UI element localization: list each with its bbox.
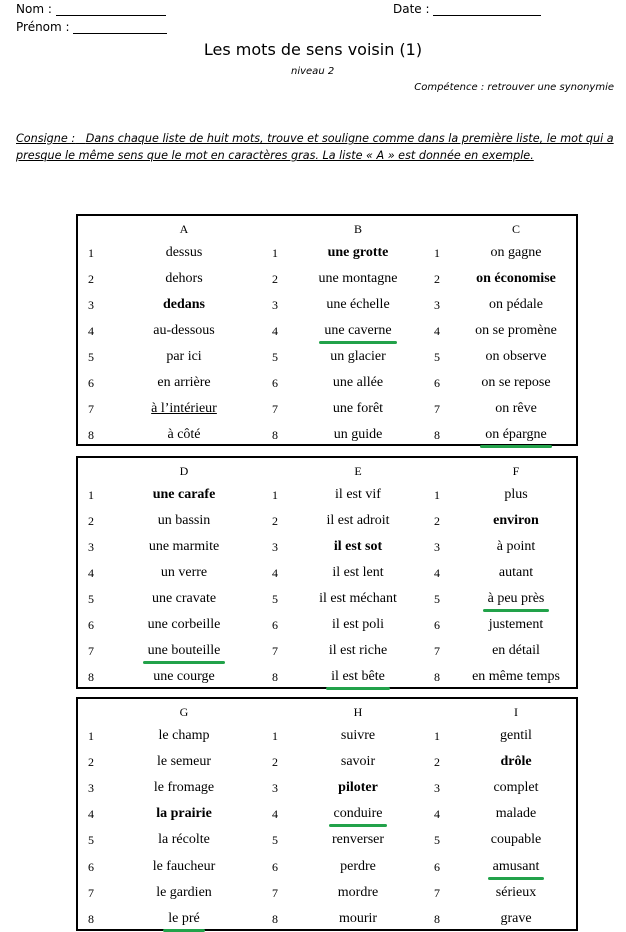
word-marked: amusant bbox=[493, 854, 540, 880]
word: on gagne bbox=[490, 245, 542, 260]
item-number: 4 bbox=[434, 807, 440, 822]
table-row bbox=[78, 292, 576, 318]
word: en même temps bbox=[472, 669, 560, 684]
word-cell-f[interactable] bbox=[456, 638, 576, 664]
item-number: 6 bbox=[88, 859, 94, 874]
table-row bbox=[78, 318, 576, 344]
word: le faucheur bbox=[152, 858, 216, 874]
item-number: 4 bbox=[434, 566, 440, 580]
item-number: 3 bbox=[272, 298, 278, 312]
word-cell-a[interactable] bbox=[124, 422, 244, 448]
word: une échelle bbox=[326, 297, 390, 312]
item-number: 4 bbox=[88, 807, 94, 822]
word-cell-i[interactable] bbox=[456, 749, 576, 775]
item-number: 7 bbox=[88, 644, 94, 658]
niveau-label: niveau 2 bbox=[291, 66, 335, 77]
item-number: 3 bbox=[88, 298, 94, 312]
item-number: 7 bbox=[434, 402, 440, 416]
word: une allée bbox=[332, 375, 384, 390]
word-cell-c[interactable] bbox=[456, 370, 576, 396]
word-cell-a[interactable] bbox=[124, 396, 244, 422]
list-letter-b: B bbox=[353, 222, 362, 236]
word: dedans bbox=[162, 297, 206, 312]
table-row bbox=[78, 775, 576, 801]
competence-label: Compétence : retrouver une synonymie bbox=[414, 82, 614, 93]
word-cell-f[interactable] bbox=[456, 560, 576, 586]
word: justement bbox=[488, 617, 544, 632]
item-number: 7 bbox=[272, 402, 278, 416]
item-number: 6 bbox=[272, 859, 278, 874]
word: en détail bbox=[492, 643, 540, 658]
word-cell-a[interactable] bbox=[124, 318, 244, 344]
word: en arrière bbox=[157, 375, 211, 390]
word-cell-e[interactable] bbox=[298, 482, 418, 508]
word-cell-b[interactable] bbox=[298, 240, 418, 266]
word-cell-b[interactable] bbox=[298, 318, 418, 344]
word: à l’intérieur bbox=[151, 401, 217, 416]
page-title: Les mots de sens voisin (1) bbox=[203, 40, 423, 59]
word-cell-h[interactable] bbox=[298, 723, 418, 749]
item-number: 4 bbox=[272, 566, 278, 580]
word-cell-g[interactable] bbox=[124, 775, 244, 801]
item-number: 6 bbox=[272, 618, 278, 632]
word-cell-d[interactable] bbox=[124, 586, 244, 612]
item-number: 2 bbox=[434, 514, 440, 528]
word: une forêt bbox=[332, 401, 384, 416]
item-number: 8 bbox=[88, 911, 94, 926]
word-cell-g[interactable] bbox=[124, 801, 244, 827]
word: suivre bbox=[340, 728, 376, 743]
word: il est sot bbox=[333, 539, 383, 554]
word: une corbeille bbox=[147, 617, 221, 632]
word: dehors bbox=[165, 271, 203, 286]
item-number: 2 bbox=[88, 514, 94, 528]
item-number: 4 bbox=[434, 324, 440, 338]
word-cell-h[interactable] bbox=[298, 880, 418, 906]
table-row bbox=[78, 854, 576, 880]
word-cell-h[interactable] bbox=[298, 775, 418, 801]
item-number: 2 bbox=[88, 272, 94, 286]
item-number: 3 bbox=[434, 298, 440, 312]
table-row bbox=[78, 508, 576, 534]
item-number: 1 bbox=[434, 246, 440, 260]
item-number: 7 bbox=[88, 402, 94, 416]
table-row bbox=[78, 266, 576, 292]
word-cell-a[interactable] bbox=[124, 344, 244, 370]
word: mourir bbox=[338, 910, 378, 926]
item-number: 1 bbox=[272, 729, 278, 743]
item-number: 7 bbox=[272, 644, 278, 658]
word: au-dessous bbox=[153, 323, 215, 338]
date-line[interactable] bbox=[433, 2, 541, 16]
list-letter-a: A bbox=[179, 222, 189, 236]
table-row bbox=[78, 749, 576, 775]
word: une carafe bbox=[152, 487, 216, 502]
word: la prairie bbox=[156, 806, 212, 822]
word-cell-h[interactable] bbox=[298, 749, 418, 775]
table-row bbox=[78, 612, 576, 638]
word: dessus bbox=[165, 245, 203, 260]
date-label: Date : bbox=[393, 2, 430, 16]
word-cell-a[interactable] bbox=[124, 266, 244, 292]
word: autant bbox=[498, 565, 534, 580]
item-number: 1 bbox=[88, 488, 94, 502]
item-number: 6 bbox=[88, 376, 94, 390]
word-cell-h[interactable] bbox=[298, 801, 418, 827]
word: une marmite bbox=[148, 539, 220, 554]
word-cell-d[interactable] bbox=[124, 482, 244, 508]
consigne-text: Dans chaque liste de huit mots, trouve et souligne comme dans la première liste, le mot qui a presque le même sens que le mot en caractères gras. La liste « A » est donnée en exemple. bbox=[16, 132, 614, 162]
item-number: 5 bbox=[272, 833, 278, 848]
word: complet bbox=[493, 780, 539, 796]
word-marked: conduire bbox=[334, 801, 383, 827]
word-cell-c[interactable] bbox=[456, 240, 576, 266]
word-cell-i[interactable] bbox=[456, 723, 576, 749]
word-cell-c[interactable] bbox=[456, 292, 576, 318]
consigne bbox=[16, 130, 614, 164]
nom-field bbox=[16, 2, 166, 16]
word: plus bbox=[504, 487, 528, 502]
list-letter-c: C bbox=[511, 222, 520, 236]
list-header-row bbox=[78, 458, 576, 484]
word: le semeur bbox=[156, 754, 212, 770]
word-cell-c[interactable] bbox=[456, 344, 576, 370]
word-marked: il est bête bbox=[331, 664, 385, 690]
item-number: 6 bbox=[434, 376, 440, 390]
word-cell-h[interactable] bbox=[298, 827, 418, 853]
word-cell-e[interactable] bbox=[298, 638, 418, 664]
word-cell-e[interactable] bbox=[298, 612, 418, 638]
word: savoir bbox=[340, 754, 376, 770]
item-number: 8 bbox=[434, 911, 440, 926]
item-number: 6 bbox=[434, 859, 440, 874]
item-number: 1 bbox=[434, 729, 440, 743]
word: piloter bbox=[338, 780, 378, 796]
word: un guide bbox=[333, 427, 383, 442]
word-cell-b[interactable] bbox=[298, 396, 418, 422]
nom-line[interactable] bbox=[56, 2, 166, 16]
table-row bbox=[78, 240, 576, 266]
word: grave bbox=[500, 910, 532, 926]
word: renverser bbox=[331, 832, 385, 848]
word: il est méchant bbox=[319, 591, 397, 606]
word: on se promène bbox=[475, 323, 557, 338]
word-cell-d[interactable] bbox=[124, 664, 244, 690]
item-number: 8 bbox=[272, 670, 278, 684]
table-row bbox=[78, 906, 576, 932]
word-cell-i[interactable] bbox=[456, 775, 576, 801]
item-number: 3 bbox=[434, 781, 440, 796]
word-cell-e[interactable] bbox=[298, 508, 418, 534]
list-header-row bbox=[78, 216, 576, 242]
table-row bbox=[78, 370, 576, 396]
item-number: 5 bbox=[88, 350, 94, 364]
table-row bbox=[78, 664, 576, 690]
word-cell-c[interactable] bbox=[456, 396, 576, 422]
list-letter-e: E bbox=[354, 464, 362, 478]
word: perdre bbox=[340, 858, 376, 874]
word-cell-a[interactable] bbox=[124, 240, 244, 266]
word-cell-i[interactable] bbox=[456, 906, 576, 932]
word: la récolte bbox=[158, 832, 210, 848]
word: environ bbox=[493, 513, 539, 528]
prenom-line[interactable] bbox=[73, 20, 167, 34]
item-number: 2 bbox=[272, 755, 278, 770]
word: le fromage bbox=[153, 780, 215, 796]
word: on observe bbox=[485, 349, 547, 364]
list-letter-d: D bbox=[179, 464, 189, 478]
word: une montagne bbox=[318, 271, 398, 286]
word: on se repose bbox=[481, 375, 551, 390]
item-number: 3 bbox=[272, 781, 278, 796]
word: il est adroit bbox=[326, 513, 390, 528]
word-cell-a[interactable] bbox=[124, 370, 244, 396]
list-letter-f: F bbox=[512, 464, 520, 478]
item-number: 8 bbox=[88, 428, 94, 442]
word-cell-g[interactable] bbox=[124, 723, 244, 749]
word-cell-b[interactable] bbox=[298, 344, 418, 370]
item-number: 2 bbox=[434, 755, 440, 770]
word-cell-e[interactable] bbox=[298, 664, 418, 690]
word: un glacier bbox=[330, 349, 386, 364]
word-cell-d[interactable] bbox=[124, 534, 244, 560]
word: par ici bbox=[166, 349, 202, 364]
table-row bbox=[78, 534, 576, 560]
word: on pédale bbox=[488, 297, 544, 312]
item-number: 7 bbox=[434, 885, 440, 900]
word-cell-d[interactable] bbox=[124, 638, 244, 664]
word: un bassin bbox=[157, 513, 211, 528]
item-number: 2 bbox=[272, 272, 278, 286]
word-cell-f[interactable] bbox=[456, 664, 576, 690]
word-cell-c[interactable] bbox=[456, 422, 576, 448]
item-number: 2 bbox=[272, 514, 278, 528]
word-marked: une bouteille bbox=[148, 638, 221, 664]
item-number: 4 bbox=[88, 566, 94, 580]
word: sérieux bbox=[495, 884, 537, 900]
word-cell-g[interactable] bbox=[124, 749, 244, 775]
list-letter-h: H bbox=[353, 705, 363, 719]
item-number: 4 bbox=[272, 807, 278, 822]
list-header-row bbox=[78, 699, 576, 725]
word-cell-h[interactable] bbox=[298, 854, 418, 880]
item-number: 8 bbox=[272, 428, 278, 442]
table-row bbox=[78, 827, 576, 853]
word: malade bbox=[495, 806, 537, 822]
word: on économise bbox=[476, 271, 556, 286]
table-row bbox=[78, 880, 576, 906]
list-letter-i: I bbox=[514, 705, 518, 719]
word-cell-g[interactable] bbox=[124, 854, 244, 880]
word-cell-f[interactable] bbox=[456, 508, 576, 534]
word: une grotte bbox=[327, 245, 389, 260]
word: le champ bbox=[158, 728, 210, 743]
word-cell-d[interactable] bbox=[124, 560, 244, 586]
word-cell-e[interactable] bbox=[298, 560, 418, 586]
item-number: 7 bbox=[88, 885, 94, 900]
word: il est vif bbox=[335, 487, 381, 502]
word-cell-a[interactable] bbox=[124, 292, 244, 318]
word: à côté bbox=[167, 427, 201, 442]
word-cell-f[interactable] bbox=[456, 612, 576, 638]
word: une cravate bbox=[151, 591, 217, 606]
item-number: 5 bbox=[88, 592, 94, 606]
item-number: 8 bbox=[88, 670, 94, 684]
item-number: 8 bbox=[272, 911, 278, 926]
word: mordre bbox=[337, 884, 379, 900]
word-cell-i[interactable] bbox=[456, 880, 576, 906]
word: il est poli bbox=[331, 617, 385, 632]
word: coupable bbox=[490, 832, 542, 848]
item-number: 8 bbox=[434, 670, 440, 684]
prenom-label: Prénom : bbox=[16, 20, 70, 34]
word-cell-c[interactable] bbox=[456, 318, 576, 344]
item-number: 6 bbox=[272, 376, 278, 390]
word-cell-b[interactable] bbox=[298, 422, 418, 448]
item-number: 3 bbox=[88, 781, 94, 796]
word-cell-g[interactable] bbox=[124, 827, 244, 853]
item-number: 4 bbox=[88, 324, 94, 338]
table-row bbox=[78, 560, 576, 586]
word: le gardien bbox=[156, 884, 212, 900]
item-number: 2 bbox=[88, 755, 94, 770]
table-row bbox=[78, 586, 576, 612]
item-number: 3 bbox=[272, 540, 278, 554]
word-cell-d[interactable] bbox=[124, 508, 244, 534]
word-cell-b[interactable] bbox=[298, 292, 418, 318]
list-letter-g: G bbox=[179, 705, 189, 719]
table-row bbox=[78, 344, 576, 370]
word-marked: on épargne bbox=[485, 422, 547, 448]
table-a-b-c bbox=[76, 214, 578, 446]
item-number: 5 bbox=[434, 833, 440, 848]
word-cell-e[interactable] bbox=[298, 586, 418, 612]
word: un verre bbox=[160, 565, 208, 580]
item-number: 1 bbox=[434, 488, 440, 502]
word-marked: une caverne bbox=[324, 318, 391, 344]
word-cell-c[interactable] bbox=[456, 266, 576, 292]
word-cell-f[interactable] bbox=[456, 586, 576, 612]
word: on rêve bbox=[495, 401, 537, 416]
word: gentil bbox=[500, 728, 532, 743]
item-number: 5 bbox=[434, 592, 440, 606]
word-cell-f[interactable] bbox=[456, 482, 576, 508]
date-field bbox=[393, 2, 541, 16]
table-row bbox=[78, 801, 576, 827]
item-number: 1 bbox=[88, 729, 94, 743]
word: il est riche bbox=[328, 643, 388, 658]
word-cell-i[interactable] bbox=[456, 854, 576, 880]
item-number: 7 bbox=[434, 644, 440, 658]
table-g-h-i bbox=[76, 697, 578, 931]
table-row bbox=[78, 482, 576, 508]
word-cell-b[interactable] bbox=[298, 370, 418, 396]
word-cell-g[interactable] bbox=[124, 880, 244, 906]
item-number: 7 bbox=[272, 885, 278, 900]
word-cell-i[interactable] bbox=[456, 827, 576, 853]
item-number: 5 bbox=[272, 592, 278, 606]
item-number: 4 bbox=[272, 324, 278, 338]
consigne-label: Consigne : bbox=[16, 132, 76, 145]
word: il est lent bbox=[332, 565, 384, 580]
word-cell-i[interactable] bbox=[456, 801, 576, 827]
item-number: 1 bbox=[88, 246, 94, 260]
word-cell-e[interactable] bbox=[298, 534, 418, 560]
item-number: 1 bbox=[272, 488, 278, 502]
word-cell-d[interactable] bbox=[124, 612, 244, 638]
word: une courge bbox=[153, 669, 215, 684]
table-row bbox=[78, 396, 576, 422]
prenom-field bbox=[16, 20, 167, 34]
table-row bbox=[78, 422, 576, 448]
word-marked: à peu près bbox=[488, 586, 545, 612]
table-row bbox=[78, 638, 576, 664]
word-marked: le pré bbox=[168, 906, 199, 932]
item-number: 3 bbox=[88, 540, 94, 554]
item-number: 5 bbox=[88, 833, 94, 848]
word-cell-f[interactable] bbox=[456, 534, 576, 560]
word-cell-g[interactable] bbox=[124, 906, 244, 932]
word-cell-h[interactable] bbox=[298, 906, 418, 932]
word: drôle bbox=[500, 754, 532, 770]
item-number: 2 bbox=[434, 272, 440, 286]
item-number: 8 bbox=[434, 428, 440, 442]
item-number: 5 bbox=[272, 350, 278, 364]
item-number: 6 bbox=[434, 618, 440, 632]
word: à point bbox=[496, 539, 536, 554]
table-row bbox=[78, 723, 576, 749]
nom-label: Nom : bbox=[16, 2, 52, 16]
word-cell-b[interactable] bbox=[298, 266, 418, 292]
item-number: 5 bbox=[434, 350, 440, 364]
table-d-e-f bbox=[76, 456, 578, 689]
item-number: 3 bbox=[434, 540, 440, 554]
item-number: 6 bbox=[88, 618, 94, 632]
item-number: 1 bbox=[272, 246, 278, 260]
